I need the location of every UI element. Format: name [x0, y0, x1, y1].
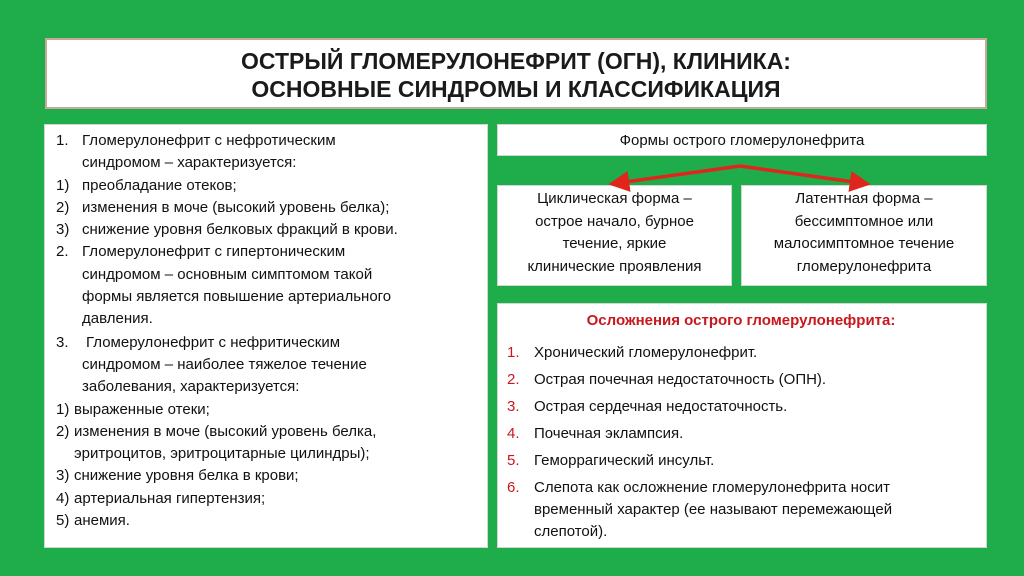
- list-item-number: 5): [56, 512, 70, 530]
- syndrome-2-number: 2.: [56, 243, 69, 261]
- list-item-text-cont: эритроцитов, эритроцитарные цилиндры);: [74, 445, 370, 463]
- list-item: [56, 219, 479, 241]
- list-item: [506, 423, 976, 445]
- syndrome-1-title-cont: синдромом – характеризуется:: [82, 154, 297, 172]
- latent-form-text: малосимптомное течение: [773, 235, 955, 252]
- list-item: [56, 421, 479, 443]
- list-item-text: снижение уровня белка в крови;: [74, 467, 299, 485]
- list-item-number: 3.: [507, 398, 520, 415]
- list-item-number: 6.: [507, 479, 520, 496]
- syndrome-3-number: 3.: [56, 333, 69, 351]
- syndrome-1-number: 1.: [56, 132, 69, 149]
- latent-form-text: Латентная форма –: [795, 190, 933, 207]
- list-item-text: снижение уровня белковых фракций в крови.: [82, 221, 398, 239]
- list-item-text: Острая почечная недостаточность (ОПН).: [534, 371, 827, 388]
- list-item-text: анемия.: [74, 512, 130, 530]
- cyclic-form-text: Циклическая форма –: [537, 190, 692, 207]
- syndrome-3-text: синдромом – наиболее тяжелое течение: [82, 355, 367, 373]
- list-item-number: 1): [56, 400, 70, 418]
- list-item: [56, 510, 479, 532]
- list-item-text: Хронический гломерулонефрит.: [534, 344, 758, 361]
- list-item: [56, 175, 479, 197]
- list-item: [506, 342, 976, 364]
- arrow-to-latent-icon: [740, 166, 861, 183]
- list-item-number: 4): [56, 489, 70, 507]
- latent-form-text: гломерулонефрита: [796, 257, 932, 275]
- list-item-number: 2): [56, 198, 70, 216]
- complications-panel: [497, 303, 987, 548]
- forms-header: Формы острого гломерулонефрита: [497, 124, 987, 156]
- list-item-number: 3): [56, 467, 70, 485]
- syndrome-2: [56, 241, 479, 263]
- list-item-text-line: временный характер (ее называют перемежающей: [534, 501, 893, 518]
- list-item-text: Геморрагический инсульт.: [534, 452, 715, 469]
- syndrome-2-text: формы является повышение артериального: [82, 288, 392, 306]
- syndrome-2-text: давления.: [82, 310, 153, 328]
- list-item: [56, 197, 479, 219]
- syndrome-1: [56, 130, 479, 152]
- list-item-number: 4.: [507, 425, 520, 442]
- list-item-text: Острая сердечная недостаточность.: [534, 398, 788, 415]
- list-item-number: 1): [56, 176, 70, 194]
- list-item-text: изменения в моче (высокий уровень белка);: [82, 198, 390, 216]
- cyclic-form-text: острое начало, бурное: [535, 212, 694, 230]
- syndrome-3-title: Гломерулонефрит с нефритическим: [86, 333, 341, 351]
- list-item-text-line: слепотой).: [534, 523, 608, 540]
- latent-form-box: [741, 185, 987, 286]
- list-item-text: артериальная гипертензия;: [74, 489, 266, 507]
- list-item-number: 1.: [507, 344, 520, 361]
- title-line-1: ОСТРЫЙ ГЛОМЕРУЛОНЕФРИТ (ОГН), КЛИНИКА:: [241, 48, 791, 74]
- list-item-number: 2.: [507, 371, 520, 388]
- list-item-number: 3): [56, 221, 70, 239]
- list-item-text: изменения в моче (высокий уровень белка,: [74, 422, 377, 440]
- cyclic-form-text: течение, яркие: [562, 235, 667, 252]
- title-box: [45, 38, 987, 109]
- list-item-text: Почечная эклампсия.: [534, 425, 684, 442]
- list-item-text: выраженные отеки;: [74, 400, 210, 418]
- syndrome-3-text: заболевания, характеризуется:: [82, 378, 300, 396]
- title-line-2: ОСНОВНЫЕ СИНДРОМЫ И КЛАССИФИКАЦИЯ: [251, 76, 781, 102]
- arrow-to-cyclic-icon: [618, 166, 740, 183]
- list-item: [506, 477, 976, 543]
- list-item-text: [534, 477, 976, 543]
- latent-form-text: бессимптомное или: [794, 212, 934, 230]
- list-item: [56, 399, 479, 421]
- list-item: [506, 396, 976, 418]
- list-item: [56, 465, 479, 487]
- cyclic-form-box: [497, 185, 732, 286]
- list-item-text: преобладание отеков;: [82, 176, 237, 194]
- syndrome-1-title: Гломерулонефрит с нефротическим: [82, 132, 336, 149]
- syndrome-2-text: синдромом – основным симптомом такой: [82, 265, 373, 283]
- syndromes-panel: [44, 124, 488, 548]
- list-item: [56, 488, 479, 510]
- syndrome-2-title: Гломерулонефрит с гипертоническим: [82, 243, 346, 261]
- list-item: [506, 369, 976, 391]
- syndrome-3: [56, 332, 479, 354]
- complications-title: Осложнения острого гломерулонефрита:: [586, 312, 896, 329]
- list-item-number: 2): [56, 422, 70, 440]
- list-item-text-line: Слепота как осложнение гломерулонефрита носит: [534, 479, 890, 496]
- list-item: [506, 450, 976, 472]
- cyclic-form-text: клинические проявления: [527, 257, 702, 275]
- list-item-number: 5.: [507, 452, 520, 469]
